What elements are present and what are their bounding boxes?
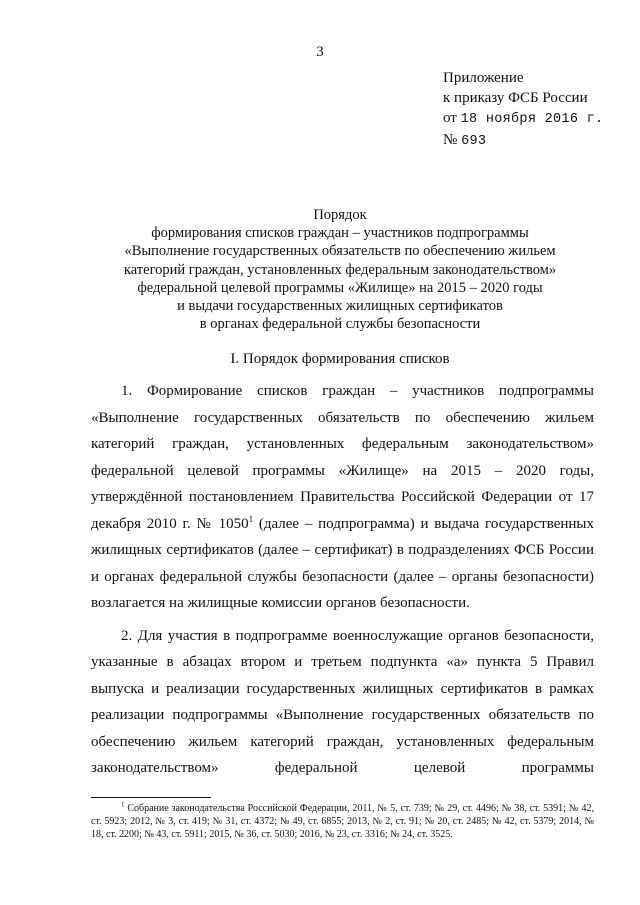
title-line: формирования списков граждан – участников подпрограммы [151, 225, 529, 242]
appendix-number-line [443, 130, 603, 152]
appendix-date-prefix: от [443, 110, 461, 126]
appendix-header [443, 68, 603, 152]
title-line: в органах федеральной службы безопасности [199, 316, 481, 333]
footnote-reference: 1 [248, 513, 254, 524]
body-text [91, 378, 594, 782]
footnote [91, 802, 594, 842]
title-line: «Выполнение государственных обязательств по обеспечению жильем [124, 243, 556, 260]
footnote-marker: 1 [121, 800, 125, 809]
appendix-label: Приложение [443, 70, 524, 86]
title-line: федеральной целевой программы «Жилище» на 2015 – 2020 годы [137, 279, 543, 296]
appendix-date-line [443, 108, 603, 130]
paragraph-2: 2. Для участия в подпрограмме военнослужащие органов безопасности, указанные в абзацах втором и третьем подпункта «а» пункта 5 Правил выпуска и реализации государственных жилищных сертификатов в рамках реализации подпрограммы «Выполнение государственных обязательств по обеспечению жильем категорий граждан, установленных федеральным законодательством» федеральной целевой программы [91, 627, 594, 776]
title-line: категорий граждан, установленных федеральным законодательством» [123, 261, 557, 278]
appendix-date: 18 ноября 2016 г. [460, 112, 604, 127]
page-number: 3 [316, 44, 324, 60]
appendix-number: 693 [461, 134, 487, 149]
paragraph-1-text-continued: (далее – подпрограмма) и выдача государственных жилищных сертификатов (далее – сертификат) в подразделениях ФСБ России и органах федеральной службы безопасности (далее – органы безопасности) возлагается на жилищные комиссии органов безопасности. [91, 515, 595, 611]
section-heading: I. Порядок формирования списков [230, 351, 450, 367]
footnote-divider [91, 797, 211, 798]
paragraph-1-text: 1. Формирование списков граждан – участников подпрограммы «Выполнение государственных обязательств по обеспечению жильем категорий граждан, установленных федеральным законодательством» федеральной целевой программы «Жилище» на 2015 – 2020 годы, утверждённой постановлением Правительства Российской Федерации от 17 декабря 2010 г. № 1050 [91, 383, 594, 532]
appendix-number-prefix: № [443, 132, 462, 148]
title-line: и выдачи государственных жилищных сертификатов [177, 298, 503, 315]
appendix-order-ref: к приказу ФСБ России [443, 90, 588, 106]
paragraph-1 [91, 378, 594, 617]
title-line: Порядок [313, 207, 367, 223]
footnote-text: Собрание законодательства Российской Федерации, 2011, № 5, ст. 739; № 29, ст. 4496; № 38, ст. 5391; № 42, ст. 5923; 2012, № 3, ст. 419; № 31, ст. 4372; № 49, ст. 6855; 2013, № 2, ст. 91; № 20, ст. 2485; № 42, ст. 5379; 2014, № 18, ст. 2200; № 43, ст. 5911; 2015, № 36, ст. 5030; 2016, № 23, ст. 3316; № 24, ст. 3525. [91, 803, 594, 841]
document-title [70, 206, 610, 333]
